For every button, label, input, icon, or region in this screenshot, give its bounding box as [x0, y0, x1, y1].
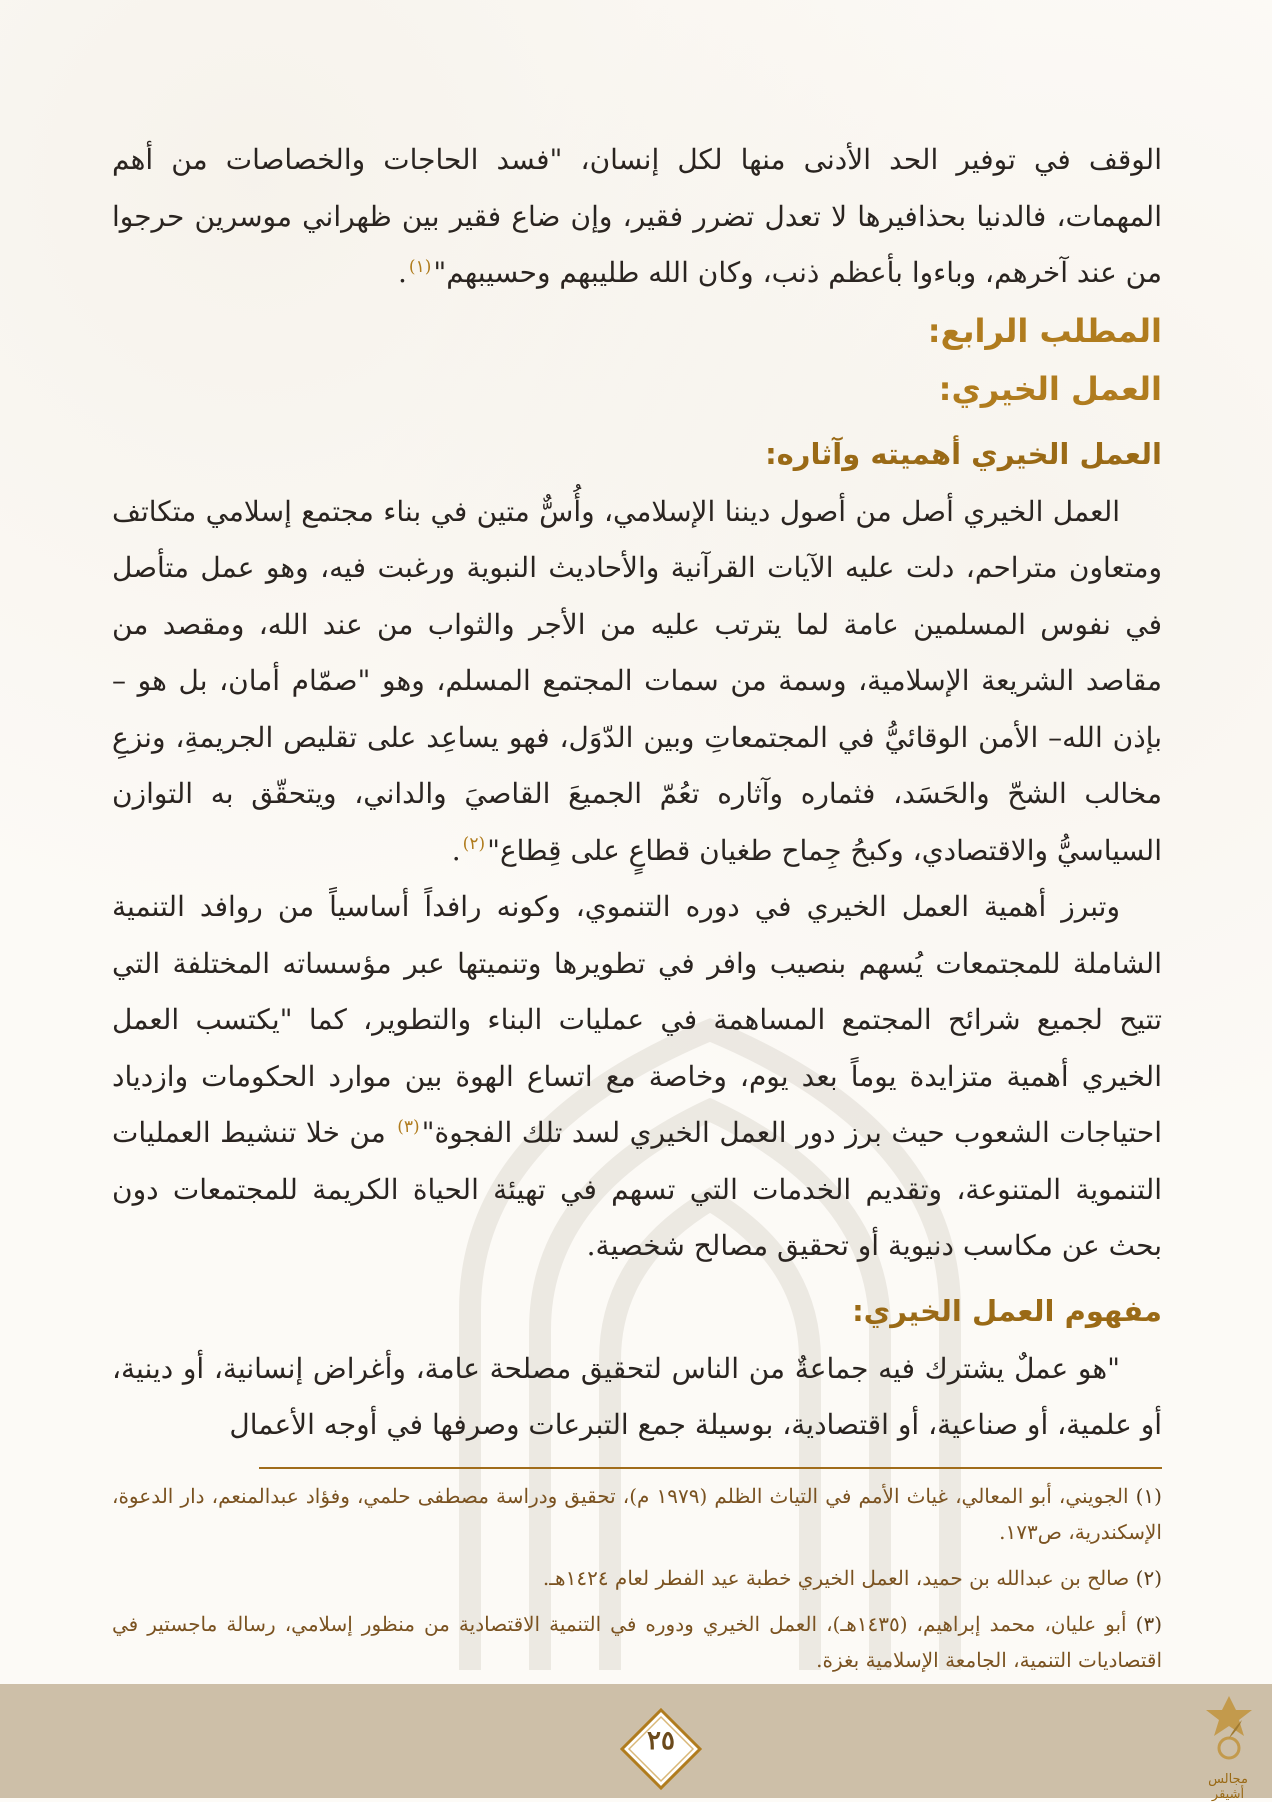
footnote-number: (٣)	[1135, 1612, 1162, 1636]
development-text-1: وتبرز أهمية العمل الخيري في دوره التنموي، وكونه رافداً أساسياً من روافد التنمية الشاملة للمجتمعات يُسهم بنصيب وافر في تطويرها وتنميتها عبر مؤسساته المختلفة التي تتيح لجميع شرائح المجتمع المساهمة في عمليات البناء والتطوير، كما "يكتسب العمل الخيري أهمية متزايدة يوماً بعد يوم، وخاصة مع اتساع الهوة بين موارد الحكومات وازدياد احتياجات الشعوب حيث برز دور العمل الخيري لسد تلك الفجوة"	[112, 890, 1162, 1149]
footnote-divider	[259, 1467, 1162, 1469]
footnote-3	[112, 1606, 1162, 1678]
importance-end: .	[451, 833, 461, 867]
footnote-2	[112, 1560, 1162, 1596]
footnote-text: صالح بن عبدالله بن حميد، العمل الخيري خطبة عيد الفطر لعام ١٤٢٤هـ.	[542, 1566, 1130, 1590]
importance-text: العمل الخيري أصل من أصول ديننا الإسلامي، وأُسٌّ متين في بناء مجتمع إسلامي متكاتف ومتعاون متراحم، دلت عليه الآيات القرآنية والأحاديث النبوية ورغبت فيه، وهو عمل متأصل في نفوس المسلمين عامة لما يترتب عليه من الأجر والثواب من عند الله، ومقصد من مقاصد الشريعة الإسلامية، وسمة من سمات المجتمع المسلم، وهو "صمّام أمان، بل هو –بإذن الله– الأمن الوقائيُّ في المجتمعاتِ وبين الدّوَل، فهو يساعِد على تقليص الجريمةِ، ونزعِ مخالب الشحّ والحَسَد، فثماره وآثاره تعُمّ الجميعَ القاصيَ والداني، ويتحقّق به التوازن السياسيُّ والاقتصادي، وكبحُ جِماح طغيان قطاعٍ على قِطاع"	[112, 494, 1162, 867]
footnote-number: (٢)	[1135, 1566, 1162, 1590]
page-content	[112, 132, 1162, 1454]
footnote-ref-1[interactable]: (١)	[408, 256, 432, 277]
footnote-text: الجويني، أبو المعالي، غياث الأمم في التياث الظلم (١٩٧٩ م)، تحقيق ودراسة مصطفى حلمي، وفؤاد عبدالمنعم، دار الدعوة، الإسكندرية، ص١٧٣.	[112, 1484, 1162, 1544]
footnote-text: أبو عليان، محمد إبراهيم، (١٤٣٥هـ)، العمل الخيري ودوره في التنمية الاقتصادية من منظور إسلامي، رسالة ماجستير في اقتصاديات التنمية، الجامعة الإسلامية بغزة.	[112, 1612, 1162, 1672]
subheading-importance: العمل الخيري أهميته وآثاره:	[765, 436, 1162, 471]
logo-text: مجالس أشيقر	[1208, 1772, 1248, 1802]
footnote-ref-2[interactable]: (٢)	[462, 834, 486, 855]
development-text-2: من خلا تنشيط العمليات التنموية المتنوعة، وتقديم الخدمات التي تسهم في تهيئة الحياة الكريمة للمجتمعات دون بحث عن مكاسب دنيوية أو تحقيق مصالح شخصية.	[112, 1116, 1162, 1262]
importance-paragraph	[112, 484, 1162, 880]
footnotes	[112, 1478, 1162, 1688]
section-heading: المطلب الرابع:	[927, 311, 1162, 350]
intro-paragraph	[112, 132, 1162, 302]
page-number: ٢٥	[647, 1726, 675, 1756]
footnote-1	[112, 1478, 1162, 1550]
intro-text: الوقف في توفير الحد الأدنى منها لكل إنسان، "فسد الحاجات والخصاصات من أهم المهمات، فالدنيا بحذافيرها لا تعدل تضرر فقير، وإن ضاع فقير بين ظهراني موسرين حرجوا من عند آخرهم، وباءوا بأعظم ذنب، وكان الله طليبهم وحسيبهم"	[112, 143, 1162, 289]
footnote-number: (١)	[1135, 1484, 1162, 1508]
intro-end: .	[398, 256, 407, 289]
development-paragraph	[112, 879, 1162, 1275]
subheading-concept: مفهوم العمل الخيري:	[852, 1293, 1162, 1328]
footnote-ref-3[interactable]: (٣)	[397, 1116, 420, 1137]
concept-paragraph: "هو عملٌ يشترك فيه جماعةٌ من الناس لتحقيق مصلحة عامة، وأغراض إنسانية، أو دينية، أو علمية، أو صناعية، أو اقتصادية، بوسيلة جمع التبرعات وصرفها في أوجه الأعمال	[112, 1351, 1162, 1441]
section-title: العمل الخيري:	[938, 369, 1162, 408]
